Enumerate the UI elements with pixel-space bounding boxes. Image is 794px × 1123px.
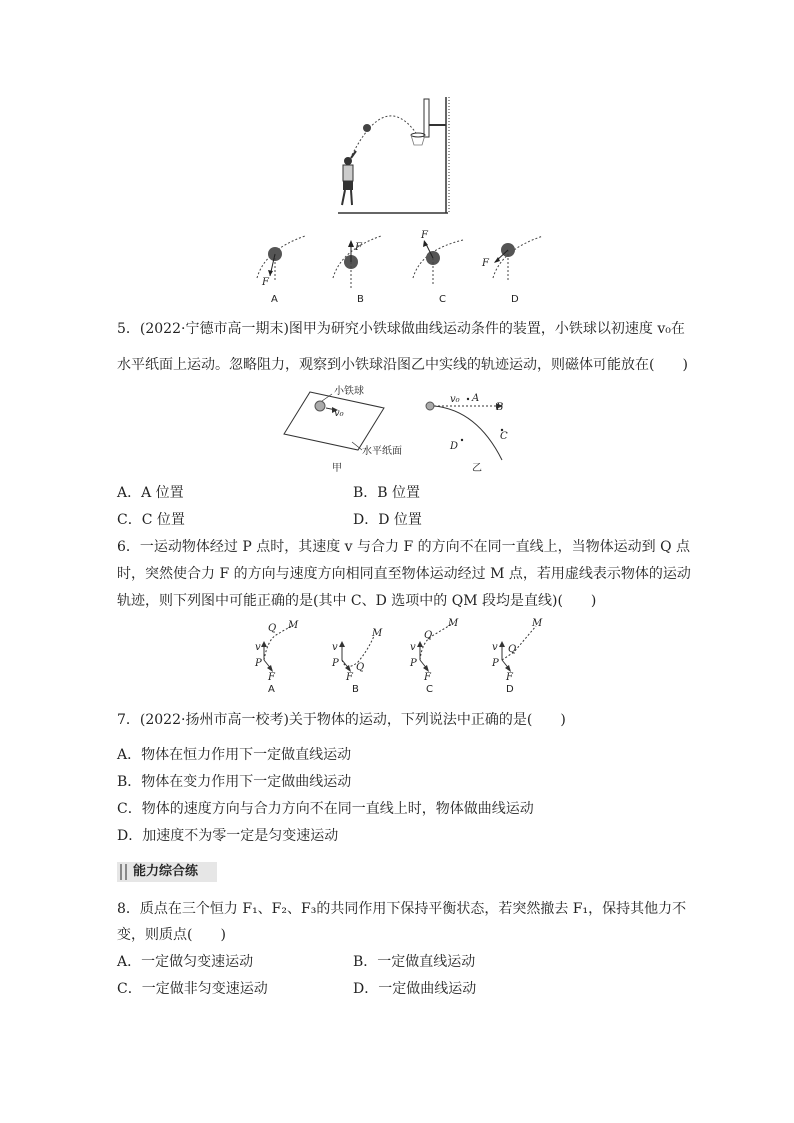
- q5-option-a[interactable]: A．A 位置: [117, 485, 184, 501]
- svg-text:v₀: v₀: [450, 394, 460, 405]
- svg-text:A: A: [271, 294, 278, 305]
- svg-text:F: F: [268, 672, 275, 683]
- q6-stem-line1: 6．一运动物体经过 P 点时，其速度 v 与合力 F 的方向不在同一直线上，当物体运动到 Q 点: [117, 539, 691, 555]
- svg-text:P: P: [255, 658, 262, 669]
- q6-stem-line3: 轨迹，则下列图中可能正确的是(其中 C、D 选项中的 QM 段均是直线)( ): [117, 593, 597, 609]
- svg-text:C: C: [500, 431, 508, 442]
- svg-text:v: v: [492, 642, 498, 653]
- option-d-diagram: [481, 236, 543, 305]
- svg-text:v: v: [255, 642, 261, 653]
- svg-text:Q: Q: [356, 662, 365, 673]
- svg-text:v: v: [410, 642, 416, 653]
- svg-text:D: D: [450, 441, 459, 452]
- svg-text:F: F: [506, 672, 513, 683]
- svg-text:M: M: [448, 618, 459, 629]
- svg-text:Q: Q: [508, 644, 517, 655]
- section-title: 能力综合练: [133, 864, 199, 879]
- svg-text:Q: Q: [424, 630, 433, 641]
- basketball-figure: [330, 95, 460, 220]
- svg-text:F: F: [355, 242, 362, 253]
- option-c-diagram: [413, 230, 463, 305]
- q8-stem-line1: 8．质点在三个恒力 F₁、F₂、F₃的共同作用下保持平衡状态，若突然撤去 F₁，保持其他力不: [117, 901, 687, 917]
- svg-text:M: M: [288, 620, 299, 631]
- svg-text:F: F: [482, 258, 489, 269]
- section-bar-decoration: [125, 864, 127, 880]
- q7-option-d[interactable]: D．加速度不为零一定是匀变速运动: [117, 828, 339, 844]
- svg-text:B: B: [352, 684, 359, 695]
- q8-option-a[interactable]: A．一定做匀变速运动: [117, 954, 254, 970]
- option-a-diagram: [257, 236, 305, 305]
- svg-text:D: D: [511, 294, 519, 305]
- q6-option-b-diagram: [331, 628, 383, 695]
- q8-option-b[interactable]: B．一定做直线运动: [353, 954, 476, 970]
- q6-option-a-diagram: [254, 620, 299, 695]
- svg-text:M: M: [532, 618, 543, 629]
- q8-option-c[interactable]: C．一定做非匀变速运动: [117, 981, 268, 997]
- svg-text:F: F: [346, 672, 353, 683]
- svg-text:F: F: [262, 277, 269, 288]
- svg-text:P: P: [492, 658, 499, 669]
- q5-option-b[interactable]: B．B 位置: [353, 485, 421, 501]
- option-b-diagram: [333, 236, 381, 305]
- q7-stem: 7．(2022·扬州市高一校考)关于物体的运动，下列说法中正确的是( ): [117, 712, 566, 728]
- svg-text:F: F: [424, 672, 431, 683]
- q8-stem-line2: 变，则质点( ): [117, 927, 226, 943]
- svg-text:v₀: v₀: [334, 408, 344, 419]
- q5-option-d[interactable]: D．D 位置: [353, 512, 422, 528]
- svg-text:A: A: [268, 684, 275, 695]
- section-bar-decoration: [120, 864, 122, 880]
- svg-text:F: F: [421, 230, 428, 241]
- svg-text:P: P: [332, 658, 339, 669]
- force-options-figure: [245, 230, 555, 306]
- svg-text:水平纸面: 水平纸面: [362, 446, 402, 457]
- q7-option-a[interactable]: A．物体在恒力作用下一定做直线运动: [117, 747, 352, 763]
- q5-stem-line2: 水平纸面上运动。忽略阻力，观察到小铁球沿图乙中实线的轨迹运动，则磁体可能放在( ): [117, 357, 688, 373]
- svg-text:A: A: [472, 393, 480, 404]
- q5-figure: [282, 382, 532, 474]
- svg-text:乙: 乙: [472, 463, 482, 474]
- svg-text:D: D: [506, 684, 514, 695]
- svg-text:B: B: [357, 294, 364, 305]
- svg-text:Q: Q: [268, 623, 277, 634]
- q6-option-d-diagram: [491, 618, 543, 695]
- svg-text:P: P: [410, 658, 417, 669]
- svg-text:C: C: [426, 684, 433, 695]
- svg-text:v: v: [332, 642, 338, 653]
- svg-text:M: M: [372, 628, 383, 639]
- svg-text:C: C: [439, 294, 446, 305]
- section-header: [117, 862, 217, 882]
- q6-option-c-diagram: [409, 618, 459, 695]
- q7-option-c[interactable]: C．物体的速度方向与合力方向不在同一直线上时，物体做曲线运动: [117, 801, 534, 817]
- q5-option-c[interactable]: C．C 位置: [117, 512, 185, 528]
- q6-stem-line2: 时，突然使合力 F 的方向与速度方向相同直至物体运动经过 M 点，若用虚线表示物体的运动: [117, 566, 691, 582]
- q6-figure: [250, 616, 550, 696]
- svg-text:B: B: [496, 402, 504, 413]
- q8-option-d[interactable]: D．一定做曲线运动: [353, 981, 477, 997]
- svg-text:甲: 甲: [332, 463, 342, 474]
- svg-text:小铁球: 小铁球: [334, 386, 364, 397]
- q5-stem-line1: 5．(2022·宁德市高一期末)图甲为研究小铁球做曲线运动条件的装置，小铁球以初速度 v₀在: [117, 321, 685, 337]
- q7-option-b[interactable]: B．物体在变力作用下一定做曲线运动: [117, 774, 352, 790]
